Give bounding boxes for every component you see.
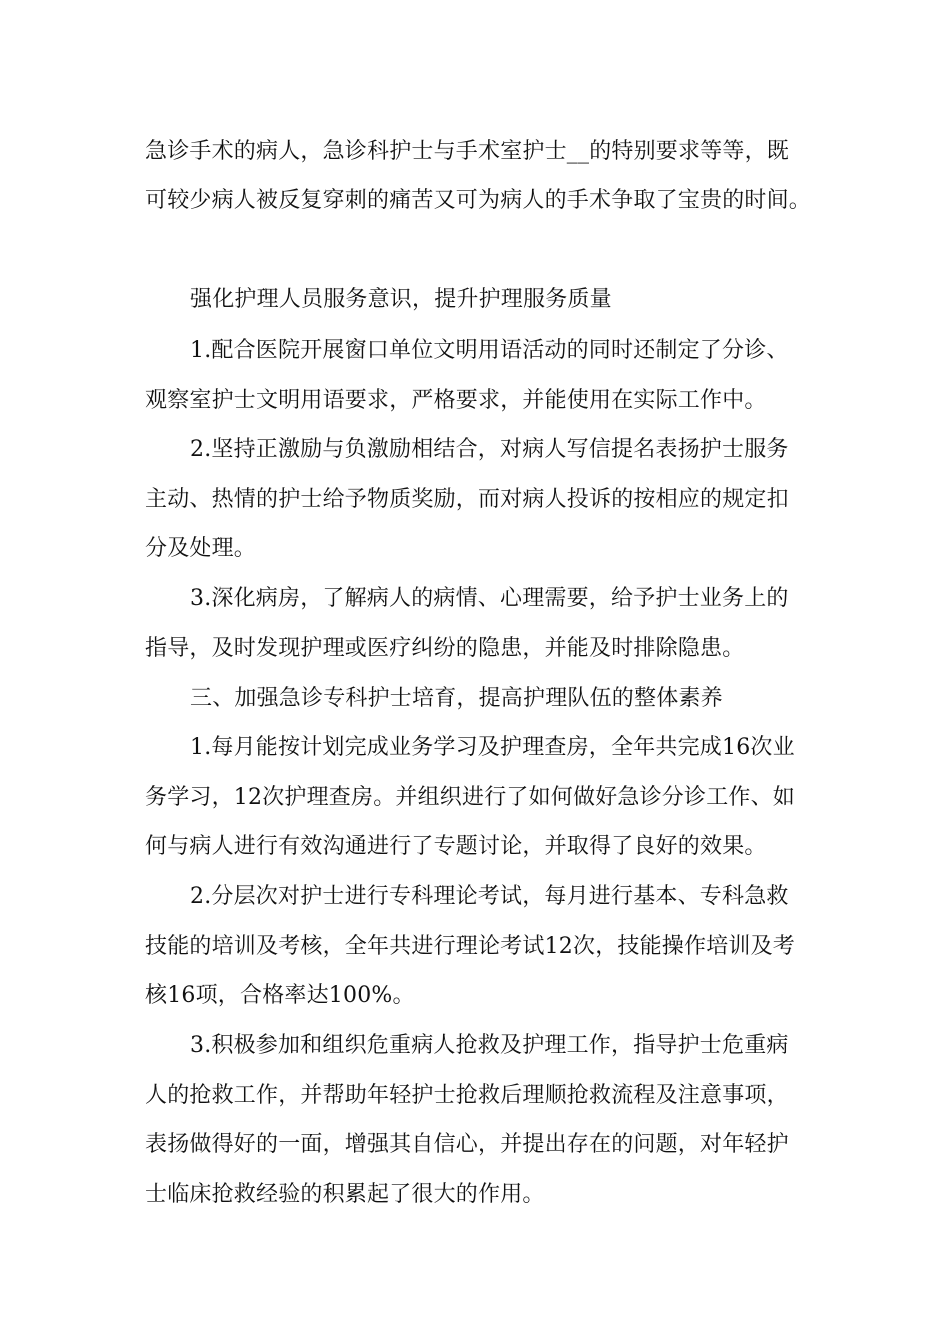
paragraph-line: 2.坚持正激励与负激励相结合，对病人写信提名表扬护士服务 [190,437,789,462]
paragraph-line: 士临床抢救经验的积累起了很大的作用。 [145,1182,545,1207]
paragraph-line: 何与病人进行有效沟通进行了专题讨论，并取得了良好的效果。 [145,834,767,859]
paragraph-line: 1.每月能按计划完成业务学习及护理查房，全年共完成16次业 [190,735,795,760]
paragraph-line: 技能的培训及考核，全年共进行理论考试12次，技能操作培训及考 [145,934,795,959]
paragraph-line: 3.深化病房，了解病人的病情、心理需要，给予护士业务上的 [190,586,789,611]
section-heading: 强化护理人员服务意识，提升护理服务质量 [190,287,612,312]
paragraph-line: 可较少病人被反复穿刺的痛苦又可为病人的手术争取了宝贵的时间。 [145,188,812,213]
paragraph-line: 1.配合医院开展窗口单位文明用语活动的同时还制定了分诊、 [190,338,789,363]
section-heading: 三、加强急诊专科护士培育，提高护理队伍的整体素养 [190,686,723,711]
paragraph-line: 2.分层次对护士进行专科理论考试，每月进行基本、专科急救 [190,884,789,909]
paragraph-line: 主动、热情的护士给予物质奖励，而对病人投诉的按相应的规定扣 [145,487,789,512]
paragraph-line: 务学习，12次护理查房。并组织进行了如何做好急诊分诊工作、如 [145,785,795,810]
paragraph-line: 指导，及时发现护理或医疗纠纷的隐患，并能及时排除隐患。 [145,636,745,661]
paragraph-line: 表扬做得好的一面，增强其自信心，并提出存在的问题，对年轻护 [145,1132,789,1157]
paragraph-line: 核16项，合格率达100%。 [145,983,415,1008]
paragraph-line: 急诊手术的病人，急诊科护士与手术室护士__的特别要求等等，既 [145,139,790,164]
paragraph-line: 观察室护士文明用语要求，严格要求，并能使用在实际工作中。 [145,388,767,413]
paragraph-line: 3.积极参加和组织危重病人抢救及护理工作，指导护士危重病 [190,1033,789,1058]
paragraph-line: 人的抢救工作，并帮助年轻护士抢救后理顺抢救流程及注意事项， [145,1083,789,1108]
paragraph-line: 分及处理。 [145,536,257,561]
